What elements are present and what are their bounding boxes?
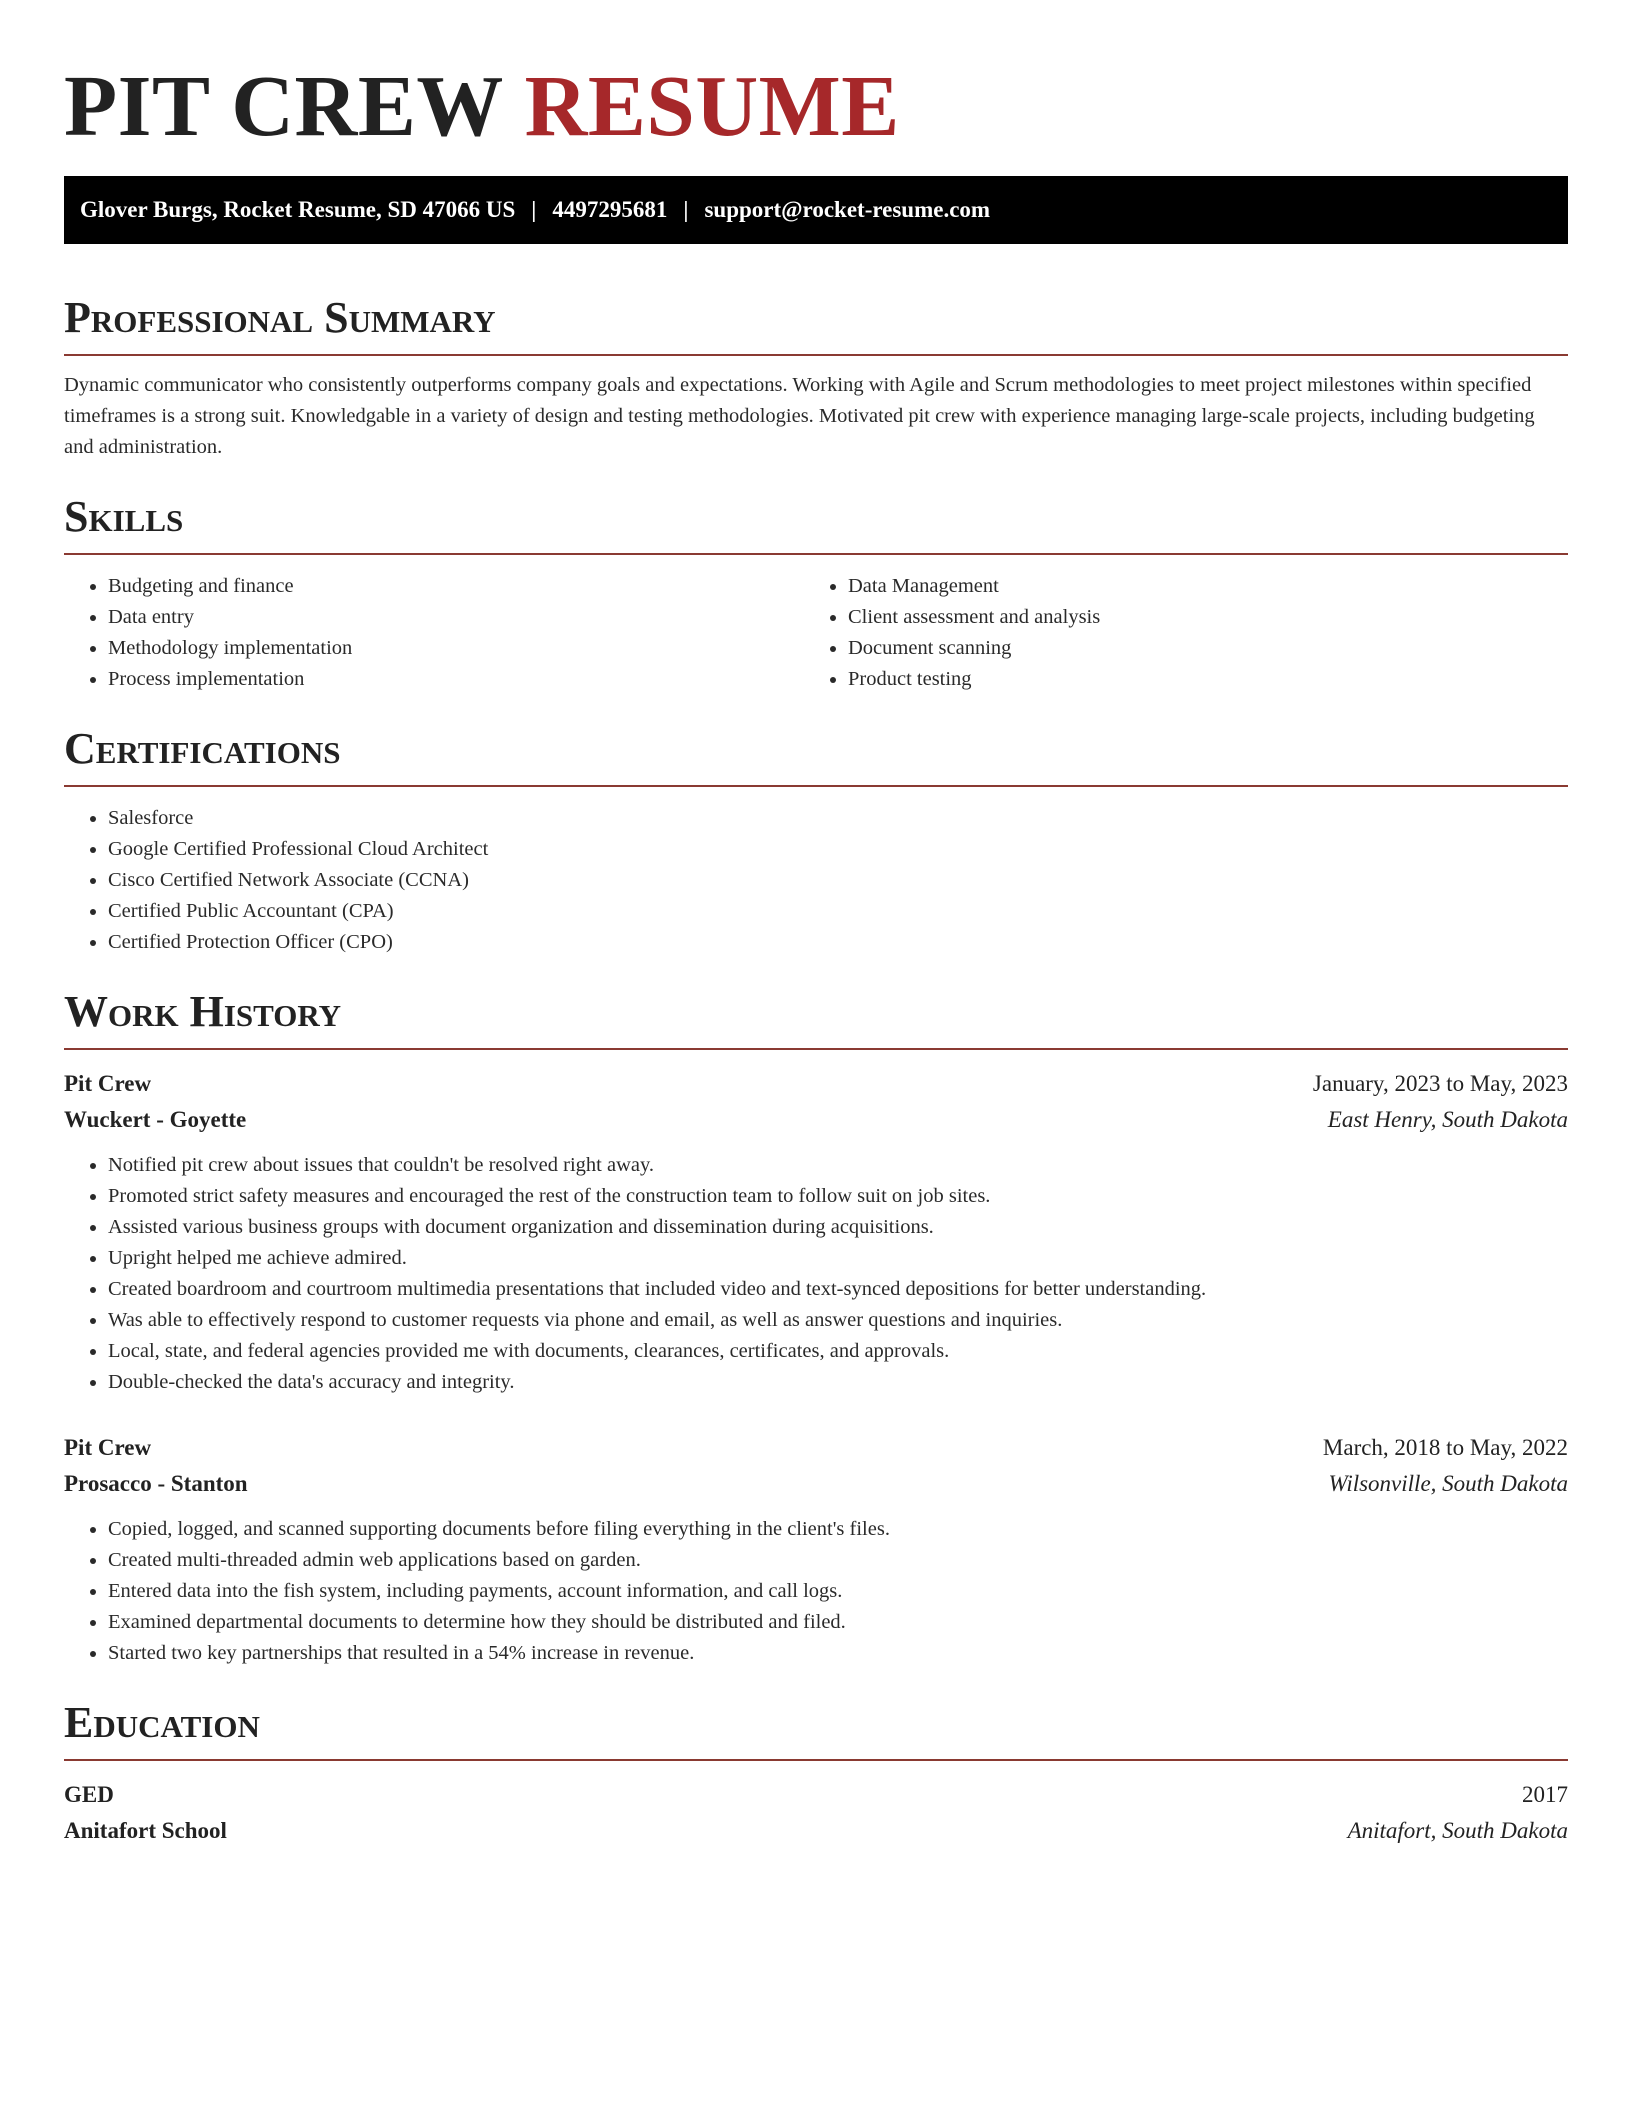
summary-text: Dynamic communicator who consistently outperforms company goals and expectations. Working with Agile and Scrum methodologies to meet project milestones within specified timeframes is a strong suit. Knowledgable in a variety of design and testing methodologies. Motivated pit crew with experience managing large-scale projects, including budgeting and administration. [64, 374, 1535, 458]
work-history-section [64, 984, 1568, 1669]
certifications-list [64, 803, 1568, 958]
job-duty: • Created multi-threaded admin web applications based on garden. [108, 1545, 1568, 1576]
job-dates: January, 2023 to May, 2023 [1312, 1071, 1568, 1096]
job-company: Prosacco - Stanton [64, 1471, 248, 1496]
job-duty: • Upright helped me achieve admired. [108, 1243, 1568, 1274]
education-school: Anitafort School [64, 1818, 227, 1843]
education-degree-row [64, 1777, 1568, 1813]
job-title-row [64, 1430, 1568, 1466]
contact-email: support@rocket-resume.com [704, 197, 991, 222]
job-duty: • Copied, logged, and scanned supporting documents before filing everything in the client's files. [108, 1514, 1568, 1545]
skill-item: • Data Management [848, 571, 1544, 602]
certification-item: • Salesforce [108, 803, 1568, 834]
job-duty: • Assisted various business groups with document organization and dissemination during acquisitions. [108, 1212, 1568, 1243]
certifications-heading: Certifications [64, 721, 1568, 787]
job-duty: • Created boardroom and courtroom multimedia presentations that included video and text-synced depositions for better understanding. [108, 1274, 1568, 1305]
skills-column-left [64, 571, 804, 695]
job-entry [64, 1066, 1568, 1398]
job-title: Pit Crew [64, 1071, 152, 1096]
skill-item: • Product testing [848, 664, 1544, 695]
resume-title [64, 56, 1568, 156]
contact-phone: 4497295681 [552, 197, 668, 222]
contact-address: Glover Burgs, Rocket Resume, SD 47066 US [80, 197, 516, 222]
education-entry [64, 1777, 1568, 1849]
skills-list-left [64, 571, 804, 695]
job-duty: • Entered data into the fish system, including payments, account information, and call logs. [108, 1576, 1568, 1607]
job-duty: • Was able to effectively respond to customer requests via phone and email, as well as answer questions and inquiries. [108, 1305, 1568, 1336]
skills-grid [64, 571, 1568, 695]
contact-separator: | [683, 197, 689, 222]
job-duty: • Local, state, and federal agencies provided me with documents, clearances, certificates, and approvals. [108, 1336, 1568, 1367]
contact-separator: | [531, 197, 537, 222]
job-company-row [64, 1466, 1568, 1502]
education-degree: GED [64, 1782, 114, 1807]
certifications-section [64, 721, 1568, 958]
job-location: East Henry, South Dakota [1327, 1107, 1568, 1132]
job-title: Pit Crew [64, 1435, 152, 1460]
job-company: Wuckert - Goyette [64, 1107, 247, 1132]
job-duties-list [64, 1514, 1568, 1669]
education-heading: Education [64, 1695, 1568, 1761]
summary-section [64, 290, 1568, 463]
job-entry [64, 1430, 1568, 1669]
job-company-row [64, 1102, 1568, 1138]
skills-column-right [804, 571, 1544, 695]
skills-heading: Skills [64, 489, 1568, 555]
work-history-heading: Work History [64, 984, 1568, 1050]
job-duty: • Started two key partnerships that resulted in a 54% increase in revenue. [108, 1638, 1568, 1669]
summary-heading: Professional Summary [64, 290, 1568, 356]
certification-item: • Certified Public Accountant (CPA) [108, 896, 1568, 927]
job-duty: • Double-checked the data's accuracy and integrity. [108, 1367, 1568, 1398]
job-duty: • Notified pit crew about issues that couldn't be resolved right away. [108, 1150, 1568, 1181]
certification-item: • Cisco Certified Network Associate (CCNA) [108, 865, 1568, 896]
job-duty: • Promoted strict safety measures and encouraged the rest of the construction team to follow suit on job sites. [108, 1181, 1568, 1212]
skill-item: • Document scanning [848, 633, 1544, 664]
skill-item: • Budgeting and finance [108, 571, 804, 602]
education-school-row [64, 1813, 1568, 1849]
education-location: Anitafort, South Dakota [1347, 1818, 1568, 1843]
skill-item: • Data entry [108, 602, 804, 633]
job-dates: March, 2018 to May, 2022 [1322, 1435, 1568, 1460]
job-title-row [64, 1066, 1568, 1102]
certification-item: • Certified Protection Officer (CPO) [108, 927, 1568, 958]
job-duties-list [64, 1150, 1568, 1398]
skill-item: • Methodology implementation [108, 633, 804, 664]
contact-bar [64, 176, 1568, 244]
title-part-2: RESUME [524, 57, 900, 154]
skill-item: • Process implementation [108, 664, 804, 695]
certification-item: • Google Certified Professional Cloud Architect [108, 834, 1568, 865]
job-location: Wilsonville, South Dakota [1328, 1471, 1568, 1496]
education-section [64, 1695, 1568, 1849]
skills-section [64, 489, 1568, 695]
skills-list-right [804, 571, 1544, 695]
education-year: 2017 [1522, 1782, 1568, 1807]
skill-item: • Client assessment and analysis [848, 602, 1544, 633]
title-part-1: PIT CREW [64, 57, 503, 154]
job-duty: • Examined departmental documents to determine how they should be distributed and filed. [108, 1607, 1568, 1638]
